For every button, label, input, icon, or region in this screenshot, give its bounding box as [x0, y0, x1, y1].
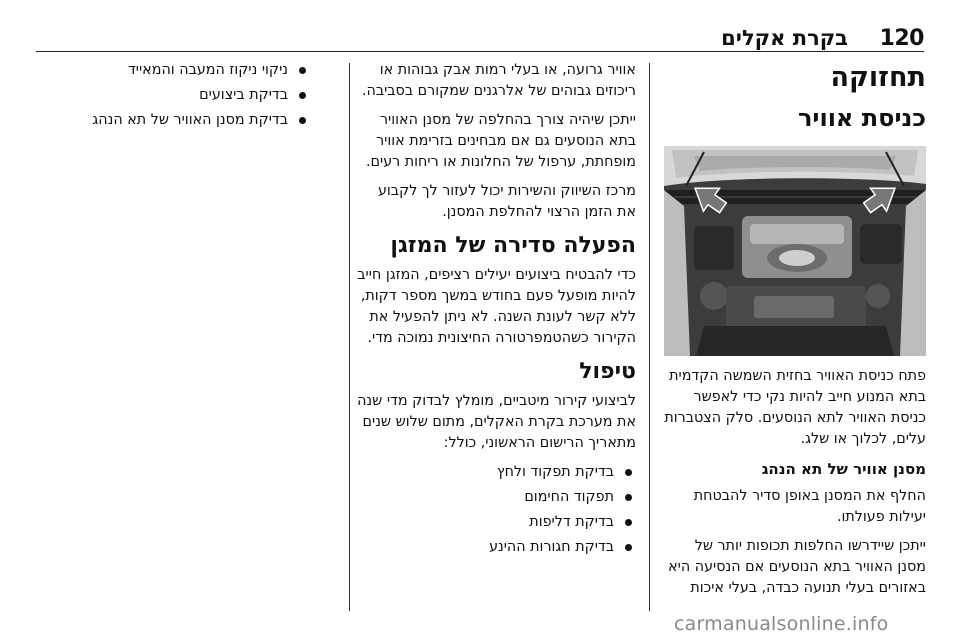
filter-paragraph-continued: אוויר גרועה, או בעלי רמות אבק גבוהות או ריכוזים גבוהים של אלרגנים שמקורם בסביבה.: [361, 62, 636, 99]
list-item: בדיקת דליפות: [357, 512, 636, 533]
subtitle-air-intake: כניסת אוויר: [797, 104, 926, 132]
page-header: [36, 26, 924, 50]
column-divider-left: [349, 63, 350, 611]
page-number: 120: [879, 26, 924, 51]
engine-bay-photo: [664, 146, 926, 356]
header-rule: [36, 51, 924, 52]
list-item: תפקוד החימום: [357, 487, 636, 508]
heading-cabin-filter: מסנן אוויר של תא הנהג: [761, 460, 926, 478]
ac-operation-paragraph: כדי להבטיח ביצועים יעילים רציפים, המזגן חייב להיות מופעל פעם בחודש במשך מספר דקות, ללא קשר לעונת השנה. לא ניתן להפעיל את הקירור כשהטמפרטורה החיצונית נמוכה מדי.: [357, 267, 636, 346]
service-center-paragraph: מרכז השיווק והשירות יכול לעזור לך לקבוע את הזמן הרצוי להחלפת המסנן.: [377, 183, 636, 220]
service-checklist: [357, 462, 636, 558]
service-checklist-continued: [40, 60, 310, 131]
list-item: בדיקת ביצועים: [40, 85, 310, 106]
list-item: בדיקת חגורות ההינע: [357, 537, 636, 558]
list-item: בדיקת תפקוד ולחץ: [357, 462, 636, 483]
service-paragraph: לביצועי קירור מיטביים, מומלץ לבדוק מדי שנה את מערכת בקרת האקלים, מתום שלוש שנים מתאריך הרישום הראשוני, כולל:: [357, 393, 636, 451]
column-divider-right: [649, 63, 650, 611]
right-column: [664, 60, 926, 607]
air-intake-paragraph: פתח כניסת האוויר בחזית השמשה הקדמית בתא המנוע חייב להיות נקי כדי לאפשר כניסת האוויר לתא הנוסעים. סלק הצטברות עלים, לכלוך או שלג.: [664, 368, 926, 447]
list-item: בדיקת מסנן האוויר של תא הנהג: [40, 110, 310, 131]
filter-paragraph-1: החלף את המסנן באופן סדיר להבטחת יעילות פעולתו.: [693, 488, 926, 525]
section-title: בקרת אקלים: [721, 26, 848, 50]
watermark: carmanualsonline.info: [674, 613, 889, 635]
left-column: [40, 60, 310, 135]
heading-service: טיפול: [579, 359, 636, 384]
filter-replacement-paragraph: ייתכן שיהיה צורך בהחלפה של מסנן האוויר בתא הנוסעים גם אם מבחינים בזרימת אוויר מופחתת, ערפול של החלונות או ריחות רעים.: [365, 112, 636, 170]
list-item: ניקוי ניקוז המעבה והמאייד: [40, 60, 310, 81]
middle-column: [357, 60, 636, 562]
filter-paragraph-2: ייתכן שיידרשו החלפות תכופות יותר של מסנן האוויר בתא הנוסעים אם הנסיעה היא באזורים בעלי תנועה כבדה, בעלי איכות: [668, 538, 926, 596]
chapter-title: תחזוקה: [830, 62, 926, 93]
heading-ac-operation: הפעלה סדירה של המזגן: [390, 233, 636, 258]
